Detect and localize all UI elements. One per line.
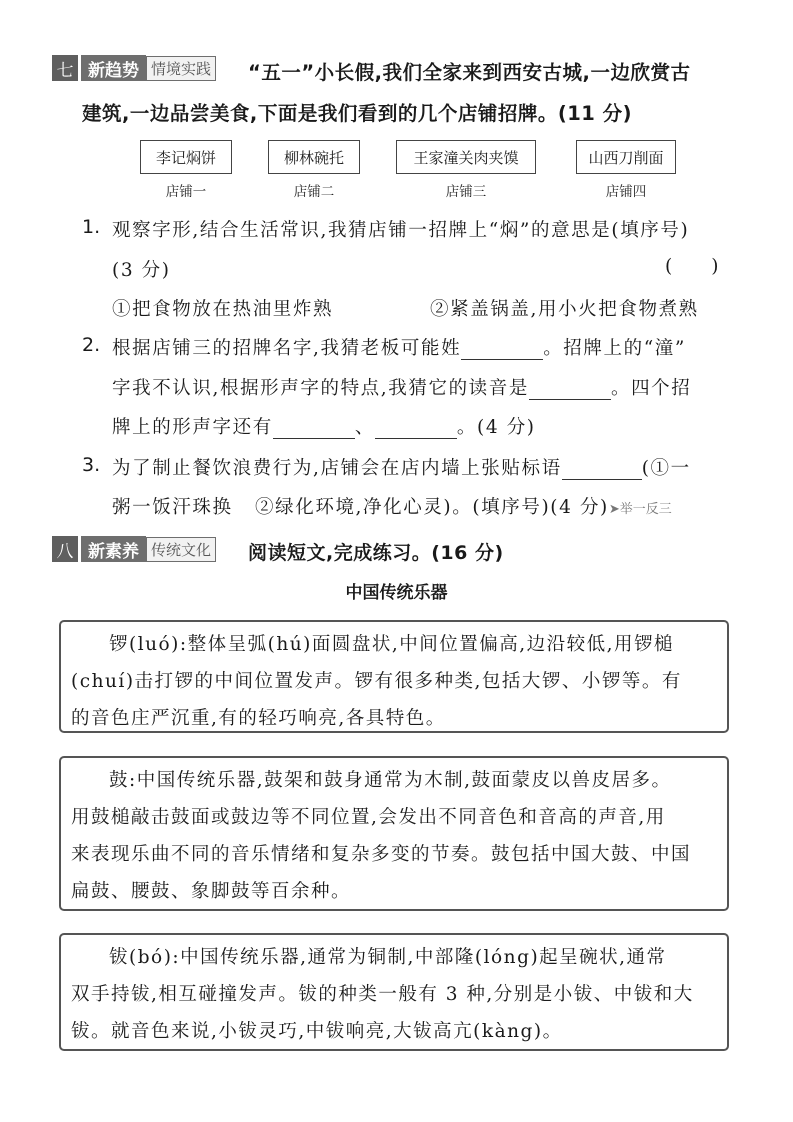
paragraph-line: 钹(bó):中国传统乐器,通常为铜制,中部隆(lóng)起呈碗状,通常 — [109, 947, 667, 968]
section-badge: 新素养 — [81, 536, 146, 562]
section-tag: 情境实践 — [146, 56, 216, 81]
paragraph-line: 的音色庄严沉重,有的轻巧响亮,各具特色。 — [71, 708, 446, 729]
section-7-intro-line-2: 建筑,一边品尝美食,下面是我们看到的几个店铺招牌。(11 分) — [82, 102, 633, 125]
question-2-line-1: 根据店铺三的招牌名字,我猜老板可能姓 。招牌上的“潼” — [112, 338, 686, 359]
question-1-number: 1. — [82, 216, 101, 238]
store-label-2: 店铺二 — [293, 184, 335, 200]
question-1-option-1: ①把食物放在热油里炸熟 — [112, 299, 334, 320]
question-3-line-1: 为了制止餐饮浪费行为,店铺会在店内墙上张贴标语 (①一 — [112, 458, 691, 479]
section-7-header — [52, 54, 216, 82]
question-1-option-2: ②紧盖锅盖,用小火把食物煮熟 — [430, 299, 699, 320]
question-1-answer-paren[interactable]: ( ) — [665, 256, 721, 277]
paragraph-line: 锣(luó):整体呈弧(hú)面圆盘状,中间位置偏高,边沿较低,用锣槌 — [109, 634, 675, 655]
section-tag: 传统文化 — [146, 537, 216, 562]
question-3-line-2: 粥一饭汗珠换 ②绿化环境,净化心灵)。(填序号)(4 分)➤举一反三 — [112, 497, 672, 518]
store-label-4: 店铺四 — [605, 184, 647, 200]
answer-blank-char-2[interactable] — [375, 420, 457, 439]
section-number: 七 — [52, 55, 78, 81]
paragraph-line: 钹。就音色来说,小钹灵巧,中钹响亮,大钹高亢(kàng)。 — [71, 1021, 563, 1042]
answer-blank-surname[interactable] — [461, 341, 543, 360]
paragraph-line: 来表现乐曲不同的音乐情绪和复杂多变的节奏。鼓包括中国大鼓、中国 — [71, 844, 692, 865]
store-sign-3: 王家潼关肉夹馍 — [396, 140, 536, 174]
store-label-3: 店铺三 — [445, 184, 487, 200]
paragraph-box-gu — [59, 756, 729, 911]
question-1-text: 观察字形,结合生活常识,我猜店铺一招牌上“焖”的意思是(填序号) — [112, 220, 690, 241]
article-title: 中国传统乐器 — [345, 583, 448, 603]
question-2-line-2: 字我不认识,根据形声字的特点,我猜它的读音是 。四个招 — [112, 378, 692, 399]
paragraph-box-luo — [59, 620, 729, 733]
section-7-intro-line-1: “五一”小长假,我们全家来到西安古城,一边欣赏古 — [248, 61, 691, 84]
question-1-score: (3 分) — [112, 260, 171, 281]
section-badge: 新趋势 — [81, 55, 146, 81]
store-sign-1: 李记焖饼 — [140, 140, 232, 174]
store-sign-4: 山西刀削面 — [576, 140, 676, 174]
answer-blank-slogan[interactable] — [562, 461, 642, 480]
paragraph-line: 扁鼓、腰鼓、象脚鼓等百余种。 — [71, 881, 352, 902]
section-number: 八 — [52, 536, 78, 562]
store-label-1: 店铺一 — [165, 184, 207, 200]
paragraph-line: 鼓:中国传统乐器,鼓架和鼓身通常为木制,鼓面蒙皮以兽皮居多。 — [109, 770, 672, 791]
paragraph-box-bo — [59, 933, 729, 1051]
section-8-header — [52, 535, 216, 563]
paragraph-line: 用鼓槌敲击鼓面或鼓边等不同位置,会发出不同音色和音高的声音,用 — [71, 807, 666, 828]
question-2-line-3: 牌上的形声字还有 、 。(4 分) — [112, 417, 536, 438]
question-3-note: ➤举一反三 — [608, 502, 672, 517]
question-2-number: 2. — [82, 334, 101, 356]
store-sign-2: 柳林碗托 — [268, 140, 360, 174]
paragraph-line: 双手持钹,相互碰撞发声。钹的种类一般有 3 种,分别是小钹、中钹和大 — [71, 984, 694, 1005]
answer-blank-pronunciation[interactable] — [529, 381, 611, 400]
paragraph-line: (chuí)击打锣的中间位置发声。锣有很多种类,包括大锣、小锣等。有 — [71, 671, 682, 692]
answer-blank-char-1[interactable] — [273, 420, 355, 439]
section-8-intro: 阅读短文,完成练习。(16 分) — [248, 542, 504, 564]
question-3-number: 3. — [82, 454, 101, 476]
